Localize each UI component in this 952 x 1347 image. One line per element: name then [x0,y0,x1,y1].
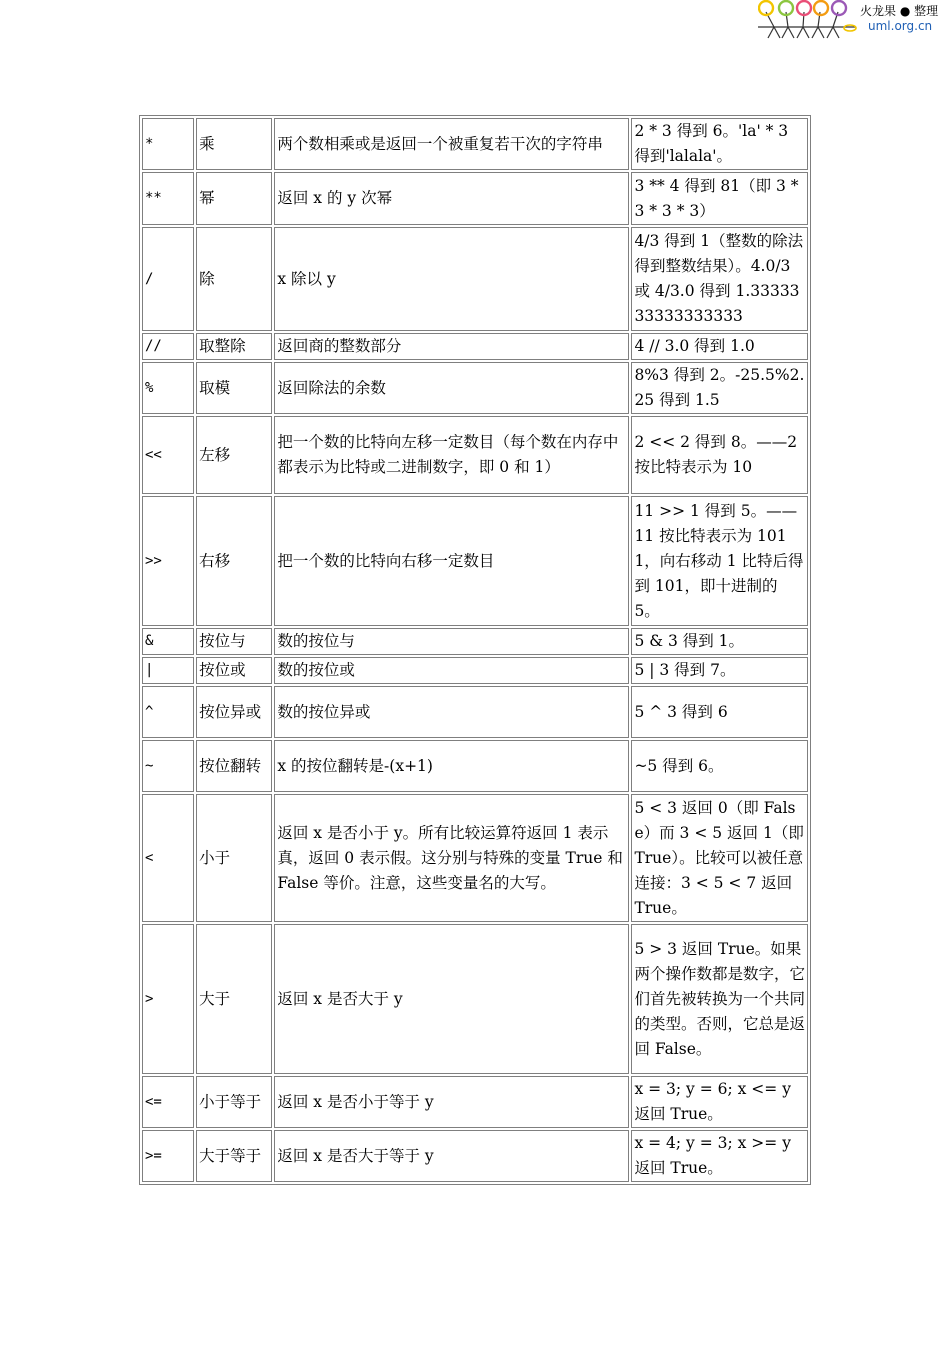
balloon-icon [832,1,846,15]
operator-name: 大于 [196,924,272,1074]
operators-table [139,115,811,1185]
operator-symbol: > [142,924,194,1074]
operator-description: 把一个数的比特向右移一定数目 [274,496,629,626]
operator-symbol: * [142,118,194,170]
operator-description: 返回 x 是否小于 y。所有比较运算符返回 1 表示真，返回 0 表示假。这分别与特殊的变量 True 和 False 等价。注意，这些变量名的大写。 [274,794,629,922]
operator-name: 小于 [196,794,272,922]
operator-name: 乘 [196,118,272,170]
operator-symbol: ^ [142,686,194,738]
table-row [142,118,808,170]
operator-example: 5 ^ 3 得到 6 [631,686,808,738]
logo-url-link[interactable]: uml.org.cn [868,19,933,33]
operator-example: 5 < 3 返回 0（即 False）而 3 < 5 返回 1（即 True）。比较可以被任意连接：3 < 5 < 7 返回 True。 [631,794,808,922]
stick-figures-balloons-icon [758,0,858,40]
operator-name: 按位翻转 [196,740,272,792]
table-row [142,1130,808,1182]
operator-description: 数的按位或 [274,657,629,684]
operator-description: 返回 x 是否小于等于 y [274,1076,629,1128]
table-row [142,496,808,626]
operator-symbol: < [142,794,194,922]
table-row [142,740,808,792]
table-row [142,416,808,494]
table-row [142,333,808,360]
operator-description: 数的按位异或 [274,686,629,738]
operator-example: 5 & 3 得到 1。 [631,628,808,655]
operator-name: 按位与 [196,628,272,655]
operator-description: 返回 x 的 y 次幂 [274,172,629,225]
operator-description: 两个数相乘或是返回一个被重复若干次的字符串 [274,118,629,170]
operator-example: 4 // 3.0 得到 1.0 [631,333,808,360]
table-row [142,686,808,738]
operator-example: x = 3; y = 6; x <= y 返回 True。 [631,1076,808,1128]
operator-symbol: >> [142,496,194,626]
operator-description: 返回除法的余数 [274,362,629,414]
operator-name: 幂 [196,172,272,225]
operator-symbol: & [142,628,194,655]
operator-example: x = 4; y = 3; x >= y 返回 True。 [631,1130,808,1182]
header-logo [758,0,948,40]
operator-example: 2 * 3 得到 6。'la' * 3 得到'lalala'。 [631,118,808,170]
table-row [142,794,808,922]
operator-description: 把一个数的比特向左移一定数目（每个数在内存中都表示为比特或二进制数字，即 0 和 1） [274,416,629,494]
operator-example: 5 > 3 返回 True。如果两个操作数都是数字，它们首先被转换为一个共同的类型。否则，它总是返回 False。 [631,924,808,1074]
operator-name: 除 [196,227,272,331]
operator-symbol: << [142,416,194,494]
operator-name: 按位或 [196,657,272,684]
balloon-icon [814,1,828,15]
operator-example: 11 >> 1 得到 5。——11 按比特表示为 1011，向右移动 1 比特后得到 101，即十进制的 5。 [631,496,808,626]
operator-symbol: >= [142,1130,194,1182]
operator-description: 返回 x 是否大于等于 y [274,1130,629,1182]
table-row [142,924,808,1074]
table-row [142,657,808,684]
operator-name: 右移 [196,496,272,626]
operator-name: 取模 [196,362,272,414]
operator-symbol: ~ [142,740,194,792]
operator-symbol: / [142,227,194,331]
operator-name: 小于等于 [196,1076,272,1128]
operator-description: 数的按位与 [274,628,629,655]
operator-example: 4/3 得到 1（整数的除法得到整数结果）。4.0/3 或 4/3.0 得到 1.3333333333333333 [631,227,808,331]
operator-symbol: ** [142,172,194,225]
logo-brand-text: 火龙果 ● 整理 [860,4,939,18]
operator-symbol: // [142,333,194,360]
operator-example: 2 << 2 得到 8。——2 按比特表示为 10 [631,416,808,494]
operator-name: 按位异或 [196,686,272,738]
operator-example: 3 ** 4 得到 81（即 3 * 3 * 3 * 3） [631,172,808,225]
operator-name: 大于等于 [196,1130,272,1182]
operator-name: 左移 [196,416,272,494]
operator-example: ~5 得到 6。 [631,740,808,792]
table-row [142,1076,808,1128]
operator-description: x 的按位翻转是-(x+1) [274,740,629,792]
operator-description: x 除以 y [274,227,629,331]
operator-description: 返回商的整数部分 [274,333,629,360]
operator-example: 5 | 3 得到 7。 [631,657,808,684]
operator-description: 返回 x 是否大于 y [274,924,629,1074]
table-row [142,362,808,414]
operator-symbol: <= [142,1076,194,1128]
table-row [142,172,808,225]
table-row [142,227,808,331]
operator-symbol: % [142,362,194,414]
operator-name: 取整除 [196,333,272,360]
operator-symbol: | [142,657,194,684]
table-row [142,628,808,655]
operator-example: 8%3 得到 2。-25.5%2.25 得到 1.5 [631,362,808,414]
